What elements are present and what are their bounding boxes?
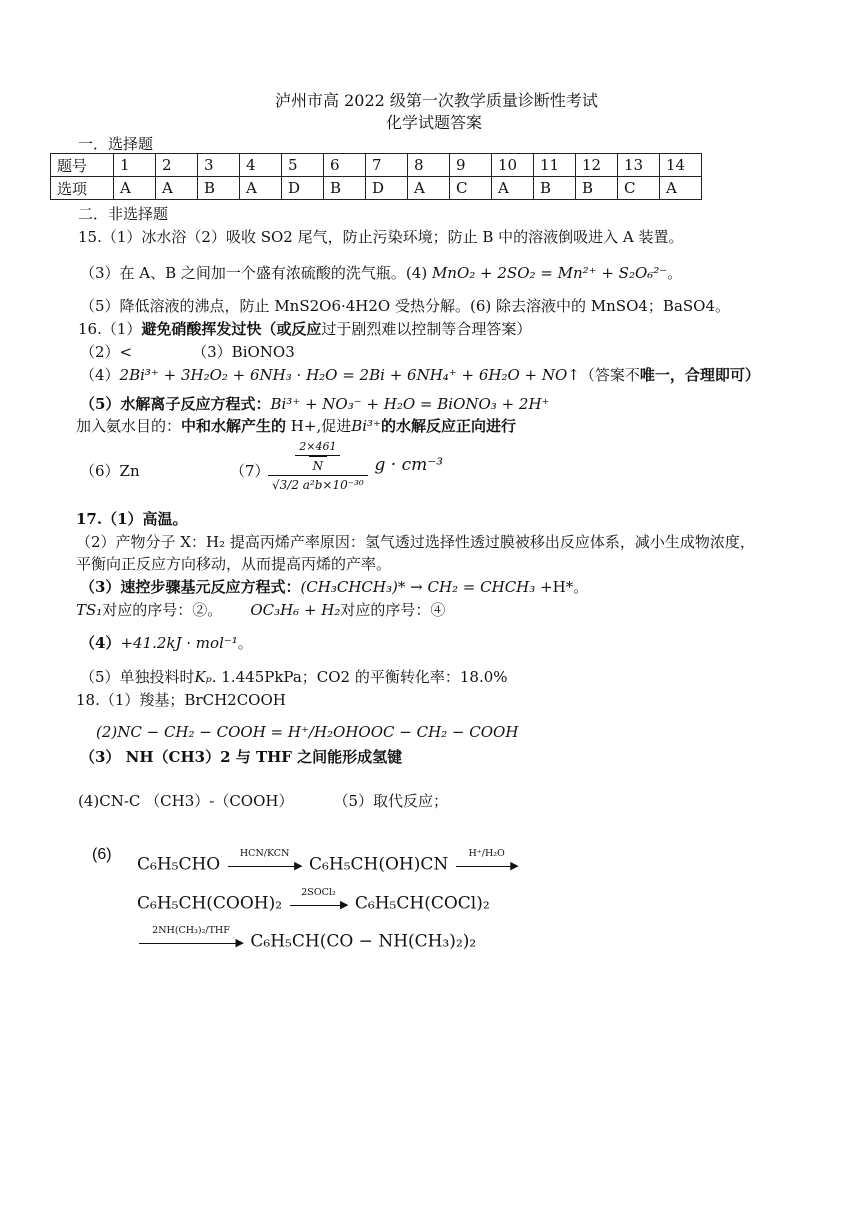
density-unit: g · cm⁻³ xyxy=(374,455,444,475)
reaction-arrow: H⁺/H₂O ▶ xyxy=(454,854,520,876)
question-number: 4 xyxy=(240,154,282,177)
q17-line-6 xyxy=(80,632,253,653)
q16-line-3 xyxy=(80,364,760,385)
q16-part-6: （6）Zn xyxy=(80,462,140,480)
q16-line-2 xyxy=(80,341,295,362)
q16-part-5: （5）水解离子反应方程式： xyxy=(80,395,271,413)
question-number: 10 xyxy=(492,154,534,177)
q17-part-4: （4） xyxy=(80,634,121,652)
q16-part-7-label: （7） xyxy=(230,462,270,480)
q16-equation-5: Bi³⁺ + NO₃⁻ + H₂O = BiONO₃ + 2H⁺ xyxy=(270,395,550,413)
q16-part-4: （4） xyxy=(80,366,120,384)
q16-bold-answer: 避免硝酸挥发过快（或反应 xyxy=(141,320,322,338)
answer-cell: A xyxy=(240,177,282,200)
question-number: 2 xyxy=(156,154,198,177)
q15-equation: MnO₂ + 2SO₂ = Mn²⁺ + S₂O₆²⁻ xyxy=(431,264,668,282)
q17-ts1-answer: 对应的序号：②。 xyxy=(102,601,223,619)
q16-answer-tail: 过于剧烈难以控制等合理答案） xyxy=(321,320,532,338)
q17-line-4 xyxy=(80,576,588,597)
reaction-arrow: 2NH(CH₃)₂/THF ▶ xyxy=(137,931,245,953)
question-number: 11 xyxy=(534,154,576,177)
table-row xyxy=(51,177,702,200)
q16-part-2: （2）< xyxy=(80,343,133,361)
q16-part-3: （3）BiONO3 xyxy=(192,343,295,361)
reagent-label: HCN/KCN xyxy=(239,848,290,859)
q17-kp: Kₚ xyxy=(194,668,212,686)
answer-cell: A xyxy=(660,177,702,200)
question-number: 13 xyxy=(618,154,660,177)
q18-part-4: (4)CN-C （CH3）-（COOH） xyxy=(78,792,294,810)
answer-cell: A xyxy=(114,177,156,200)
question-number: 3 xyxy=(198,154,240,177)
q16-equation-4: 2Bi³⁺ + 3H₂O₂ + 6NH₃ · H₂O = 2Bi + 6NH₄⁺ + 6H₂O + NO↑ xyxy=(119,366,580,384)
q16-density-formula xyxy=(268,440,443,492)
q17-enthalpy: +41.2kJ · mol⁻¹ xyxy=(120,634,238,652)
q17-kp-answer: . 1.445PkPa；CO2 的平衡转化率：18.0% xyxy=(211,668,508,686)
density-numerator: 2×461 xyxy=(295,440,340,456)
q15-text: （3）在 A、B 之间加一个盛有浓硫酸的洗气瓶。(4) xyxy=(80,264,432,282)
q15-line-2 xyxy=(80,262,682,283)
q16-part: 16.（1） xyxy=(78,320,142,338)
answer-cell: B xyxy=(534,177,576,200)
answer-cell: B xyxy=(198,177,240,200)
q16-purpose-bold: 中和水解产生的 xyxy=(181,417,287,435)
compound-benzaldehyde: C₆H₅CHO xyxy=(137,854,221,875)
scheme-row-1 xyxy=(137,848,520,876)
q17-line-7 xyxy=(80,666,508,687)
table-row-label: 选项 xyxy=(51,177,114,200)
table-row xyxy=(51,154,702,177)
q17-oc3h6-answer: 对应的序号：④ xyxy=(340,601,446,619)
q16-note: （答案不 xyxy=(579,366,640,384)
page-title: 泸州市高 2022 级第一次教学质量诊断性考试 xyxy=(275,91,598,110)
reagent-label: H⁺/H₂O xyxy=(468,848,505,859)
question-number: 14 xyxy=(660,154,702,177)
answer-cell: D xyxy=(282,177,324,200)
answer-table xyxy=(50,153,702,200)
q15-period: 。 xyxy=(667,264,683,282)
compound-cyanohydrin: C₆H₅CH(OH)CN xyxy=(309,854,449,875)
q17-line-5 xyxy=(76,599,445,620)
reaction-arrow: 2SOCl₂ ▶ xyxy=(288,893,350,915)
density-avogadro: N xyxy=(309,456,328,473)
q17-line-2: （2）产物分子 X：H₂ 提高丙烯产率原因：氢气透过选择性透过膜被移出反应体系，减小生成物浓度， xyxy=(76,533,755,551)
q17-period: 。 xyxy=(237,634,253,652)
compound-diamide: C₆H₅CH(CO − NH(CH₃)₂)₂ xyxy=(250,931,477,952)
question-number: 6 xyxy=(324,154,366,177)
q17-ts1: TS₁ xyxy=(76,601,103,619)
question-number: 1 xyxy=(114,154,156,177)
page-subtitle: 化学试题答案 xyxy=(386,113,483,132)
q16-purpose-label: 加入氨水目的： xyxy=(76,417,182,435)
q18-part-5: （5）取代反应； xyxy=(333,792,449,810)
question-number: 8 xyxy=(408,154,450,177)
answer-cell: D xyxy=(366,177,408,200)
question-number: 9 xyxy=(450,154,492,177)
compound-diacyl-chloride: C₆H₅CH(COCl)₂ xyxy=(354,893,490,914)
scheme-row-3 xyxy=(137,925,477,953)
answer-cell: A xyxy=(492,177,534,200)
q17-h-star: +H*。 xyxy=(535,578,589,596)
table-row-label: 题号 xyxy=(51,154,114,177)
q16-purpose-mid: H+,促进 xyxy=(286,417,352,435)
section-heading-nonchoice: 二．非选择题 xyxy=(78,205,169,223)
q16-line-4 xyxy=(80,393,549,414)
q16-line-1 xyxy=(78,318,531,339)
q17-line-1: 17.（1）高温。 xyxy=(76,510,188,528)
q16-purpose-end: 的水解反应正向进行 xyxy=(380,417,516,435)
answer-cell: B xyxy=(324,177,366,200)
scheme-label: (6) xyxy=(92,846,112,863)
answer-cell: C xyxy=(618,177,660,200)
q18-line-2: (2)NC − CH₂ − COOH = H⁺/H₂OHOOC − CH₂ − COOH xyxy=(96,723,519,741)
reagent-label: 2SOCl₂ xyxy=(301,887,336,898)
compound-diacid: C₆H₅CH(COOH)₂ xyxy=(137,893,283,914)
answer-cell: A xyxy=(156,177,198,200)
answer-cell: C xyxy=(450,177,492,200)
density-denominator: √3/2 a²b×10⁻³⁰ xyxy=(268,475,368,492)
q15-line-3: （5）降低溶液的沸点，防止 MnS2O6·4H2O 受热分解。(6) 除去溶液中的 MnSO4；BaSO4。 xyxy=(80,297,730,315)
reaction-arrow: HCN/KCN ▶ xyxy=(226,854,304,876)
q15-line-1: 15.（1）冰水浴（2）吸收 SO2 尾气，防止污染环境；防止 B 中的溶液倒吸进入 A 装置。 xyxy=(78,228,684,246)
q17-part-3: （3）速控步骤基元反应方程式： xyxy=(80,578,301,596)
question-number: 5 xyxy=(282,154,324,177)
answer-cell: A xyxy=(408,177,450,200)
question-number: 7 xyxy=(366,154,408,177)
reagent-label: 2NH(CH₃)₂/THF xyxy=(152,925,230,936)
question-number: 12 xyxy=(576,154,618,177)
q17-part-5: （5）单独投料时 xyxy=(80,668,195,686)
q18-line-4 xyxy=(78,790,448,811)
q16-line-5 xyxy=(76,415,516,436)
q18-line-1: 18.（1）羧基；BrCH2COOH xyxy=(76,691,286,709)
scheme-row-2 xyxy=(137,887,490,915)
q18-line-3: （3） NH（CH3）2 与 THF 之间能形成氢键 xyxy=(80,748,403,766)
section-heading-choice: 一．选择题 xyxy=(78,135,154,153)
q17-equation: (CH₃CHCH₃)* → CH₂ = CHCH₃ xyxy=(300,578,536,596)
q16-bi-ion: Bi³⁺ xyxy=(351,417,381,435)
q17-line-3: 平衡向正反应方向移动，从而提高丙烯的产率。 xyxy=(76,555,392,573)
q16-note-bold: 唯一，合理即可） xyxy=(639,366,760,384)
answer-cell: B xyxy=(576,177,618,200)
q17-oc3h6: OC₃H₆ + H₂ xyxy=(250,601,341,619)
